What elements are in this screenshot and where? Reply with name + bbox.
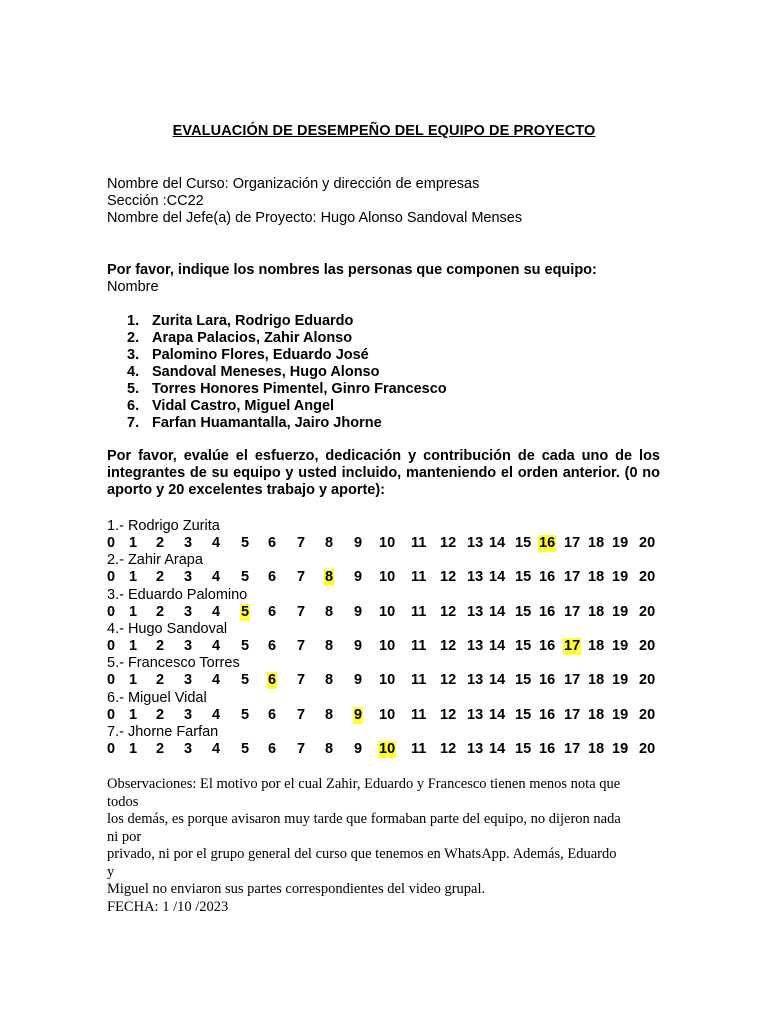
member-name: Farfan Huamantalla, Jairo Jhorne	[152, 415, 382, 431]
score-option: 4	[212, 637, 221, 654]
score-option: 14	[489, 535, 506, 551]
score-option: 14	[489, 672, 506, 689]
selected-score: 9	[354, 706, 363, 723]
score-option: 9	[354, 637, 363, 654]
evaluation-member-label: 1.- Rodrigo Zurita	[107, 518, 220, 534]
member-name: Zurita Lara, Rodrigo Eduardo	[152, 313, 354, 329]
score-option: 5	[241, 569, 250, 586]
score-option: 4	[212, 706, 221, 723]
selected-score: 6	[268, 672, 277, 689]
score-option: 12	[440, 569, 457, 586]
score-option: 11	[411, 535, 427, 551]
score-option: 8	[325, 603, 334, 620]
score-option: 2	[156, 740, 165, 757]
score-option: 19	[612, 672, 629, 689]
score-option: 18	[588, 706, 605, 723]
score-option: 0	[107, 603, 116, 620]
score-option: 9	[354, 535, 363, 551]
member-name: Torres Honores Pimentel, Ginro Francesco	[152, 381, 447, 397]
score-option: 4	[212, 569, 221, 586]
score-option: 4	[212, 672, 221, 689]
score-option: 14	[489, 569, 506, 586]
score-option: 19	[612, 740, 629, 757]
member-name: Palomino Flores, Eduardo José	[152, 347, 369, 363]
score-option: 9	[354, 569, 363, 586]
score-option: 17	[564, 535, 581, 551]
score-option: 1	[129, 672, 138, 689]
score-option: 8	[325, 706, 334, 723]
score-option: 7	[297, 603, 306, 620]
score-option: 11	[411, 740, 427, 757]
evaluation-member-label: 3.- Eduardo Palomino	[107, 586, 248, 603]
score-option: 18	[588, 535, 605, 551]
score-option: 19	[612, 603, 629, 620]
document-title: EVALUACIÓN DE DESEMPEÑO DEL EQUIPO DE PROYECTO	[172, 123, 596, 139]
score-option: 0	[107, 637, 116, 654]
score-option: 1	[129, 569, 138, 586]
evaluation-member-label: 2.- Zahir Arapa	[107, 552, 203, 569]
member-number: 4.	[127, 364, 140, 380]
selected-score: 17	[564, 637, 581, 654]
score-option: 16	[539, 672, 556, 689]
rating-scale-row	[107, 741, 667, 758]
score-option: 4	[212, 740, 221, 757]
score-option: 5	[241, 672, 250, 689]
selected-score: 16	[539, 535, 556, 551]
score-option: 19	[612, 637, 629, 654]
score-option: 8	[325, 740, 334, 757]
score-option: 13	[467, 637, 484, 654]
score-option: 12	[440, 672, 457, 689]
rating-scale-row	[107, 707, 667, 724]
observations-line: privado, ni por el grupo general del curso que tenemos en WhatsApp. Además, Eduardo y	[107, 846, 617, 880]
score-option: 6	[268, 740, 277, 757]
observations-line: Observaciones: El motivo por el cual Zahir, Eduardo y Francesco tienen menos nota que todos	[107, 776, 621, 810]
score-option: 20	[639, 637, 656, 654]
score-option: 13	[467, 672, 484, 689]
score-option: 0	[107, 672, 116, 689]
score-option: 18	[588, 603, 605, 620]
rating-scale-row	[107, 672, 667, 689]
member-number: 2.	[127, 330, 140, 346]
score-option: 5	[241, 706, 250, 723]
score-option: 20	[639, 535, 656, 551]
score-option: 3	[184, 672, 193, 689]
score-option: 20	[639, 706, 656, 723]
score-option: 17	[564, 603, 581, 620]
score-option: 9	[354, 603, 363, 620]
score-option: 10	[379, 706, 396, 723]
score-option: 7	[297, 740, 306, 757]
score-option: 6	[268, 706, 277, 723]
score-option: 15	[515, 569, 532, 586]
score-option: 1	[129, 535, 138, 551]
score-option: 6	[268, 535, 277, 551]
score-option: 17	[564, 672, 581, 689]
score-option: 5	[241, 740, 250, 757]
score-option: 6	[268, 603, 277, 620]
score-option: 20	[639, 569, 656, 586]
score-option: 6	[268, 637, 277, 654]
score-option: 2	[156, 603, 165, 620]
score-option: 16	[539, 603, 556, 620]
member-name: Sandoval Meneses, Hugo Alonso	[152, 364, 380, 380]
score-option: 16	[539, 740, 556, 757]
score-option: 7	[297, 637, 306, 654]
member-number: 6.	[127, 398, 140, 414]
score-option: 13	[467, 706, 484, 723]
evaluation-member-label: 6.- Miguel Vidal	[107, 689, 207, 706]
score-option: 16	[539, 637, 556, 654]
team-question: Por favor, indique los nombres las personas que componen su equipo:	[107, 262, 597, 278]
score-option: 16	[539, 706, 556, 723]
evaluation-instructions: Por favor, evalúe el esfuerzo, dedicación y contribución de cada uno de los integrantes de su equipo y usted incluido, manteniendo el orden anterior. (0 no aporto y 20 excelentes trabajo y aporte):	[107, 448, 660, 498]
evaluation-member-label: 4.- Hugo Sandoval	[107, 620, 228, 637]
project-leader-line: Nombre del Jefe(a) de Proyecto: Hugo Alonso Sandoval Menses	[107, 210, 523, 226]
score-option: 14	[489, 603, 506, 620]
score-option: 13	[467, 603, 484, 620]
score-option: 18	[588, 740, 605, 757]
score-option: 15	[515, 706, 532, 723]
score-option: 15	[515, 603, 532, 620]
evaluation-member-label: 5.- Francesco Torres	[107, 655, 240, 672]
score-option: 3	[184, 706, 193, 723]
course-name-line: Nombre del Curso: Organización y dirección de empresas	[107, 176, 480, 192]
score-option: 1	[129, 740, 138, 757]
course-info	[107, 176, 522, 227]
rating-scale-row	[107, 535, 667, 552]
score-option: 8	[325, 535, 334, 551]
score-option: 12	[440, 740, 457, 757]
score-option: 9	[354, 672, 363, 689]
score-option: 20	[639, 603, 656, 620]
score-option: 6	[268, 569, 277, 586]
score-option: 20	[639, 672, 656, 689]
score-option: 18	[588, 569, 605, 586]
evaluation-member-label: 7.- Jhorne Farfan	[107, 723, 219, 740]
score-option: 10	[379, 637, 396, 654]
score-option: 14	[489, 706, 506, 723]
score-option: 12	[440, 603, 457, 620]
score-option: 4	[212, 535, 221, 551]
score-option: 11	[411, 603, 427, 620]
score-option: 0	[107, 569, 116, 586]
score-option: 5	[241, 535, 250, 551]
score-option: 3	[184, 535, 193, 551]
score-option: 19	[612, 535, 629, 551]
score-option: 14	[489, 740, 506, 757]
score-option: 7	[297, 672, 306, 689]
name-label: Nombre	[107, 279, 159, 295]
score-option: 0	[107, 535, 116, 551]
score-option: 13	[467, 535, 484, 551]
member-name: Vidal Castro, Miguel Angel	[152, 398, 335, 414]
date-line: FECHA: 1 /10 /2023	[107, 898, 229, 915]
score-option: 8	[325, 672, 334, 689]
score-option: 17	[564, 740, 581, 757]
selected-score: 8	[325, 569, 334, 586]
score-option: 3	[184, 637, 193, 654]
score-option: 2	[156, 706, 165, 723]
member-number: 7.	[127, 415, 140, 431]
score-option: 13	[467, 569, 484, 586]
score-option: 8	[325, 637, 334, 654]
rating-scale-row	[107, 638, 667, 655]
observations-line: los demás, es porque avisaron muy tarde que formaban parte del equipo, no dijeron nada ni por	[107, 811, 621, 845]
score-option: 11	[411, 637, 427, 654]
score-option: 2	[156, 672, 165, 689]
score-option: 16	[539, 569, 556, 586]
score-option: 11	[411, 569, 427, 586]
score-option: 14	[489, 637, 506, 654]
observations-section	[107, 776, 627, 916]
observations-line: Miguel no enviaron sus partes correspondientes del video grupal.	[107, 881, 486, 897]
rating-scale-row	[107, 604, 667, 621]
score-option: 13	[467, 740, 484, 757]
selected-score: 5	[241, 603, 250, 620]
member-number: 5.	[127, 381, 140, 397]
score-option: 5	[241, 637, 250, 654]
score-option: 12	[440, 706, 457, 723]
score-option: 0	[107, 706, 116, 723]
score-option: 1	[129, 603, 138, 620]
score-option: 3	[184, 569, 193, 586]
score-option: 18	[588, 672, 605, 689]
score-option: 15	[515, 637, 532, 654]
score-option: 10	[379, 603, 396, 620]
score-option: 1	[129, 637, 138, 654]
score-option: 2	[156, 637, 165, 654]
score-option: 7	[297, 569, 306, 586]
score-option: 11	[411, 706, 427, 723]
rating-scale-row	[107, 569, 667, 586]
score-option: 12	[440, 637, 457, 654]
score-option: 19	[612, 569, 629, 586]
score-option: 7	[297, 535, 306, 551]
score-option: 0	[107, 740, 116, 757]
score-option: 12	[440, 535, 457, 551]
score-option: 20	[639, 740, 656, 757]
selected-score: 10	[379, 740, 396, 757]
score-option: 17	[564, 706, 581, 723]
score-option: 1	[129, 706, 138, 723]
score-option: 15	[515, 672, 532, 689]
score-option: 10	[379, 535, 396, 551]
score-option: 3	[184, 603, 193, 620]
member-number: 3.	[127, 347, 140, 363]
score-option: 3	[184, 740, 193, 757]
score-option: 11	[411, 672, 427, 689]
score-option: 15	[515, 740, 532, 757]
score-option: 9	[354, 740, 363, 757]
score-option: 15	[515, 535, 532, 551]
score-option: 10	[379, 672, 396, 689]
score-option: 10	[379, 569, 396, 586]
score-option: 17	[564, 569, 581, 586]
score-option: 18	[588, 637, 605, 654]
member-number: 1.	[127, 313, 140, 329]
score-option: 19	[612, 706, 629, 723]
score-option: 4	[212, 603, 221, 620]
score-option: 2	[156, 535, 165, 551]
section-line: Sección :CC22	[107, 193, 204, 209]
team-prompt	[107, 262, 597, 296]
score-option: 2	[156, 569, 165, 586]
score-option: 7	[297, 706, 306, 723]
member-name: Arapa Palacios, Zahir Alonso	[152, 330, 353, 346]
